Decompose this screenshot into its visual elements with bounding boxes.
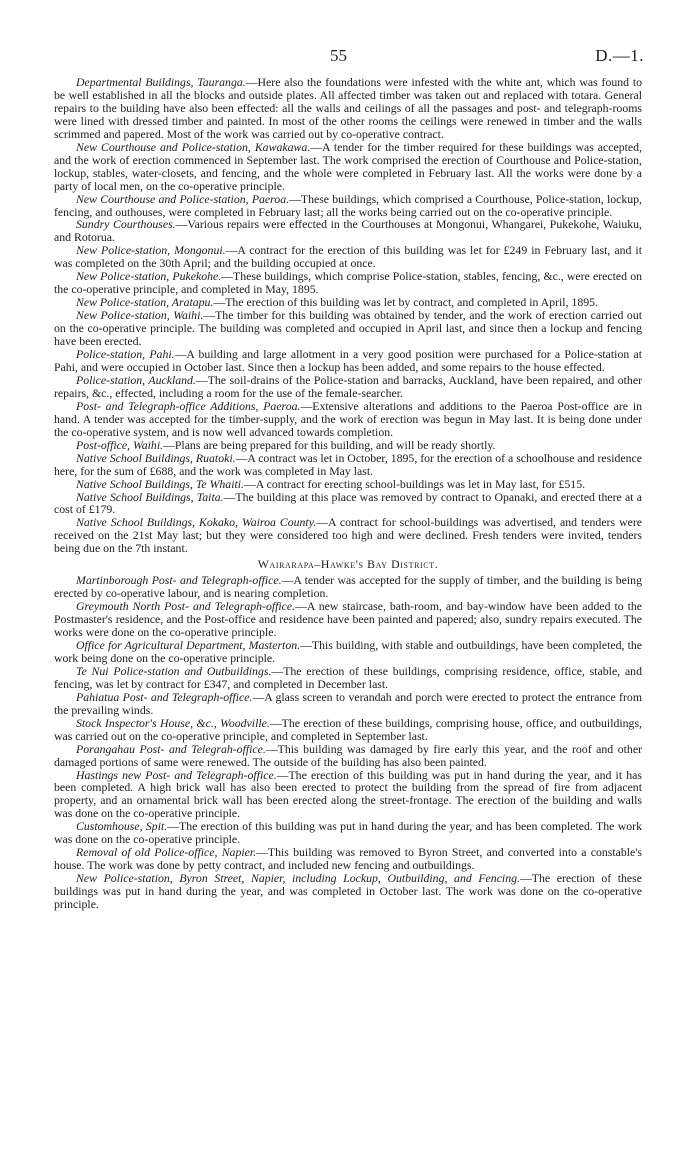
paragraph-title: Porangahau Post- and Telegrah-office. bbox=[76, 741, 266, 756]
paragraph-text: —A new staircase, bath-room, and bay-window have been added to the Postmaster's residence, and the Post-office and residence have been painted and papered; also, sundry repairs executed. The works were done on the co-operative principle. bbox=[54, 599, 642, 640]
paragraph-title: Customhouse, Spit. bbox=[76, 819, 168, 834]
paragraph-title: Greymouth North Post- and Telegraph-office. bbox=[76, 599, 296, 614]
paragraph-title: New Courthouse and Police-station, Paeroa. bbox=[76, 191, 290, 206]
paragraph-title: Post- and Telegraph-office Additions, Paeroa. bbox=[76, 398, 301, 413]
report-paragraph bbox=[54, 452, 642, 478]
paragraph-title: Te Nui Police-station and Outbuildings. bbox=[76, 663, 272, 678]
report-paragraph bbox=[54, 665, 642, 691]
paragraph-title: Native School Buildings, Taita. bbox=[76, 489, 224, 504]
paragraph-title: Hastings new Post- and Telegraph-office. bbox=[76, 767, 277, 782]
report-paragraph bbox=[54, 516, 642, 555]
paragraph-title: Sundry Courthouses. bbox=[76, 217, 176, 232]
paragraph-text: —The building at this place was removed by contract to Opanaki, and erected there at a cost of £179. bbox=[54, 489, 642, 517]
report-paragraph bbox=[54, 244, 642, 270]
report-paragraph bbox=[54, 574, 642, 600]
paragraph-text: —The erection of this building was let by contract, and completed in April, 1895. bbox=[213, 295, 599, 310]
paragraph-text: —The timber for this building was obtained by tender, and the work of erection carried out on the co-operative principle. The building was completed and occupied in April last, and since then a lockup and fencing have been erected. bbox=[54, 308, 642, 349]
paragraph-title: Post-office, Waihi. bbox=[76, 437, 164, 452]
paragraph-text: —Extensive alterations and additions to the Paeroa Post-office are in hand. A tender was accepted for the timber-supply, and the work of erection was begun in May last. It is being done under the co-operative system, and is now well advanced towards completion. bbox=[54, 398, 642, 439]
paragraph-text: —A contract was let in October, 1895, for the erection of a schoolhouse and residence here, for the sum of £688, and the work was completed in May last. bbox=[54, 450, 642, 478]
paragraph-text: —The erection of these buildings, comprising house, office, and outbuildings, was carried out on the co-operative principle, and completed in September last. bbox=[54, 715, 642, 743]
report-paragraph bbox=[54, 600, 642, 639]
report-paragraph bbox=[54, 743, 642, 769]
paragraph-text: —The erection of this building was put in hand during the year, and it has been completed. A high brick wall has also been erected to protect the building from the spread of fire from adjacent property, and an ornamental brick wall has been erected along the street-frontage. The erection of the building and walls was done on the co-operative principle. bbox=[54, 767, 642, 821]
report-body bbox=[54, 76, 642, 911]
page-header bbox=[0, 46, 700, 68]
paragraph-text: —Here also the foundations were infested with the white ant, which was found to be well established in all the blocks and outside plates. All affected timber was taken out and replaced with totara. General repairs to the building have also been effected: all the walls and ceilings of all the passages and post- and telegraph-rooms were lined with dressed timber and painted. In most of the other rooms the ceilings were renewed in timber and the walls scrimmed and papered. Most of the work was carried out by co-operative contract. bbox=[54, 75, 643, 141]
report-paragraph bbox=[54, 639, 642, 665]
report-paragraph bbox=[54, 309, 642, 348]
paragraph-text: —The erection of these buildings, comprising residence, office, stable, and fencing, was let by contract for £347, and completed in December last. bbox=[54, 663, 642, 691]
paragraph-text: —This building was damaged by fire early this year, and the roof and other damaged portions of same were renewed. The outside of the building has also been painted. bbox=[54, 741, 642, 769]
paragraph-title: Police-station, Auckland. bbox=[76, 372, 196, 387]
report-paragraph bbox=[54, 76, 642, 141]
paragraph-text: —Plans are being prepared for this building, and will be ready shortly. bbox=[163, 437, 496, 452]
paragraph-text: —A glass screen to verandah and porch were erected to protect the entrance from the prevailing winds. bbox=[54, 689, 642, 717]
paragraph-title: Departmental Buildings, Tauranga. bbox=[76, 75, 246, 89]
paragraph-title: Removal of old Police-office, Napier. bbox=[76, 845, 257, 860]
paragraph-title: Martinborough Post- and Telegraph-office. bbox=[76, 573, 282, 588]
paragraph-title: Native School Buildings, Te Whaiti. bbox=[76, 476, 244, 491]
report-paragraph bbox=[54, 141, 642, 193]
report-paragraph bbox=[54, 348, 642, 374]
paragraph-text: —The erection of this building was put in hand during the year, and has been completed. The work was done on the co-operative principle. bbox=[54, 819, 642, 847]
report-paragraph bbox=[54, 717, 642, 743]
paragraph-title: New Courthouse and Police-station, Kawakawa. bbox=[76, 139, 311, 154]
paragraph-text: —This building was removed to Byron Street, and converted into a constable's house. The work was done by petty contract, and included new fencing and outbuildings. bbox=[54, 845, 642, 873]
paragraph-title: Stock Inspector's House, &c., Woodville. bbox=[76, 715, 270, 730]
paragraph-text: —A building and large allotment in a very good position were purchased for a Police-station at Pahi, and were occupied in October last. Since then a lockup has been added, and some repairs to the house effected. bbox=[54, 347, 642, 374]
paragraph-text: —This building, with stable and outbuildings, have been completed, the work being done on the co-operative principle. bbox=[54, 637, 642, 665]
paragraph-title: New Police-station, Waihi. bbox=[76, 308, 204, 323]
report-paragraph bbox=[54, 218, 642, 244]
paragraph-text: —Various repairs were effected in the Courthouses at Mongonui, Whangarei, Pukekohe, Waiuku, and Rotorua. bbox=[54, 217, 642, 245]
paragraph-text: —These buildings, which comprise Police-station, stables, fencing, &c., were erected on the co-operative principle, and completed in May, 1895. bbox=[54, 269, 642, 297]
page-number: 55 bbox=[330, 46, 347, 65]
report-paragraph bbox=[54, 400, 642, 439]
report-paragraph bbox=[54, 270, 642, 296]
section-heading: Wairarapa–Hawke's Bay District. bbox=[257, 557, 439, 572]
report-paragraph bbox=[54, 769, 642, 821]
report-paragraph bbox=[54, 846, 642, 872]
paragraph-title: New Police-station, Aratapu. bbox=[76, 295, 214, 310]
paragraph-title: Native School Buildings, Kokako, Wairoa County. bbox=[76, 515, 317, 530]
report-paragraph bbox=[54, 872, 642, 911]
paragraph-text: —A tender was accepted for the supply of timber, and the building is being erected by co-operative labour, and is nearing completion. bbox=[54, 573, 642, 601]
report-paragraph bbox=[54, 691, 642, 717]
paragraph-title: New Police-station, Mongonui. bbox=[76, 243, 226, 258]
paragraph-title: Office for Agricultural Department, Masterton. bbox=[76, 637, 301, 652]
report-paragraph bbox=[54, 193, 642, 219]
paragraph-text: —A contract for the erection of this building was let for £249 in February last, and it was completed on the 30th April; and the building occupied at once. bbox=[54, 243, 642, 271]
paragraph-text: —The erection of these buildings was put in hand during the year, and was completed in October last. The work was done on the co-operative principle. bbox=[54, 871, 643, 912]
paragraph-text: —The soil-drains of the Police-station and barracks, Auckland, have been repaired, and other repairs, &c., effected, including a room for the use of the female-searcher. bbox=[54, 372, 642, 400]
paragraph-title: Native School Buildings, Ruatoki. bbox=[76, 450, 236, 465]
paragraph-title: Pahiatua Post- and Telegraph-office. bbox=[76, 689, 253, 704]
paragraph-text: —A tender for the timber required for these buildings was accepted, and the work of erection commenced in September last. The work comprised the erection of Courthouse and Police-station, lockup, stables, water-closets, and fencing, and the whole were completed in February last. All the works were done by a party of local men, on the co-operative principle. bbox=[54, 139, 642, 193]
report-paragraph bbox=[54, 491, 642, 517]
paragraph-title: New Police-station, Pukekohe. bbox=[76, 269, 222, 284]
report-paragraph bbox=[54, 374, 642, 400]
paragraph-text: —A contract for erecting school-buildings was let in May last, for £515. bbox=[244, 476, 586, 491]
paragraph-text: —These buildings, which comprised a Courthouse, Police-station, lockup, fencing, and outhouses, were completed in February last; all the works being carried out on the co-operative principle. bbox=[54, 191, 643, 219]
paragraph-text: —A contract for school-buildings was advertised, and tenders were received on the 21st May last; but they were considered too high and were declined. Fresh tenders were invited, tenders being due on the 7th instant. bbox=[54, 515, 642, 556]
paragraph-title: New Police-station, Byron Street, Napier, including Lockup, Outbuilding, and Fencing. bbox=[76, 871, 520, 886]
paragraph-title: Police-station, Pahi. bbox=[76, 347, 175, 362]
document-reference: D.—1. bbox=[595, 46, 644, 65]
report-paragraph bbox=[54, 820, 642, 846]
